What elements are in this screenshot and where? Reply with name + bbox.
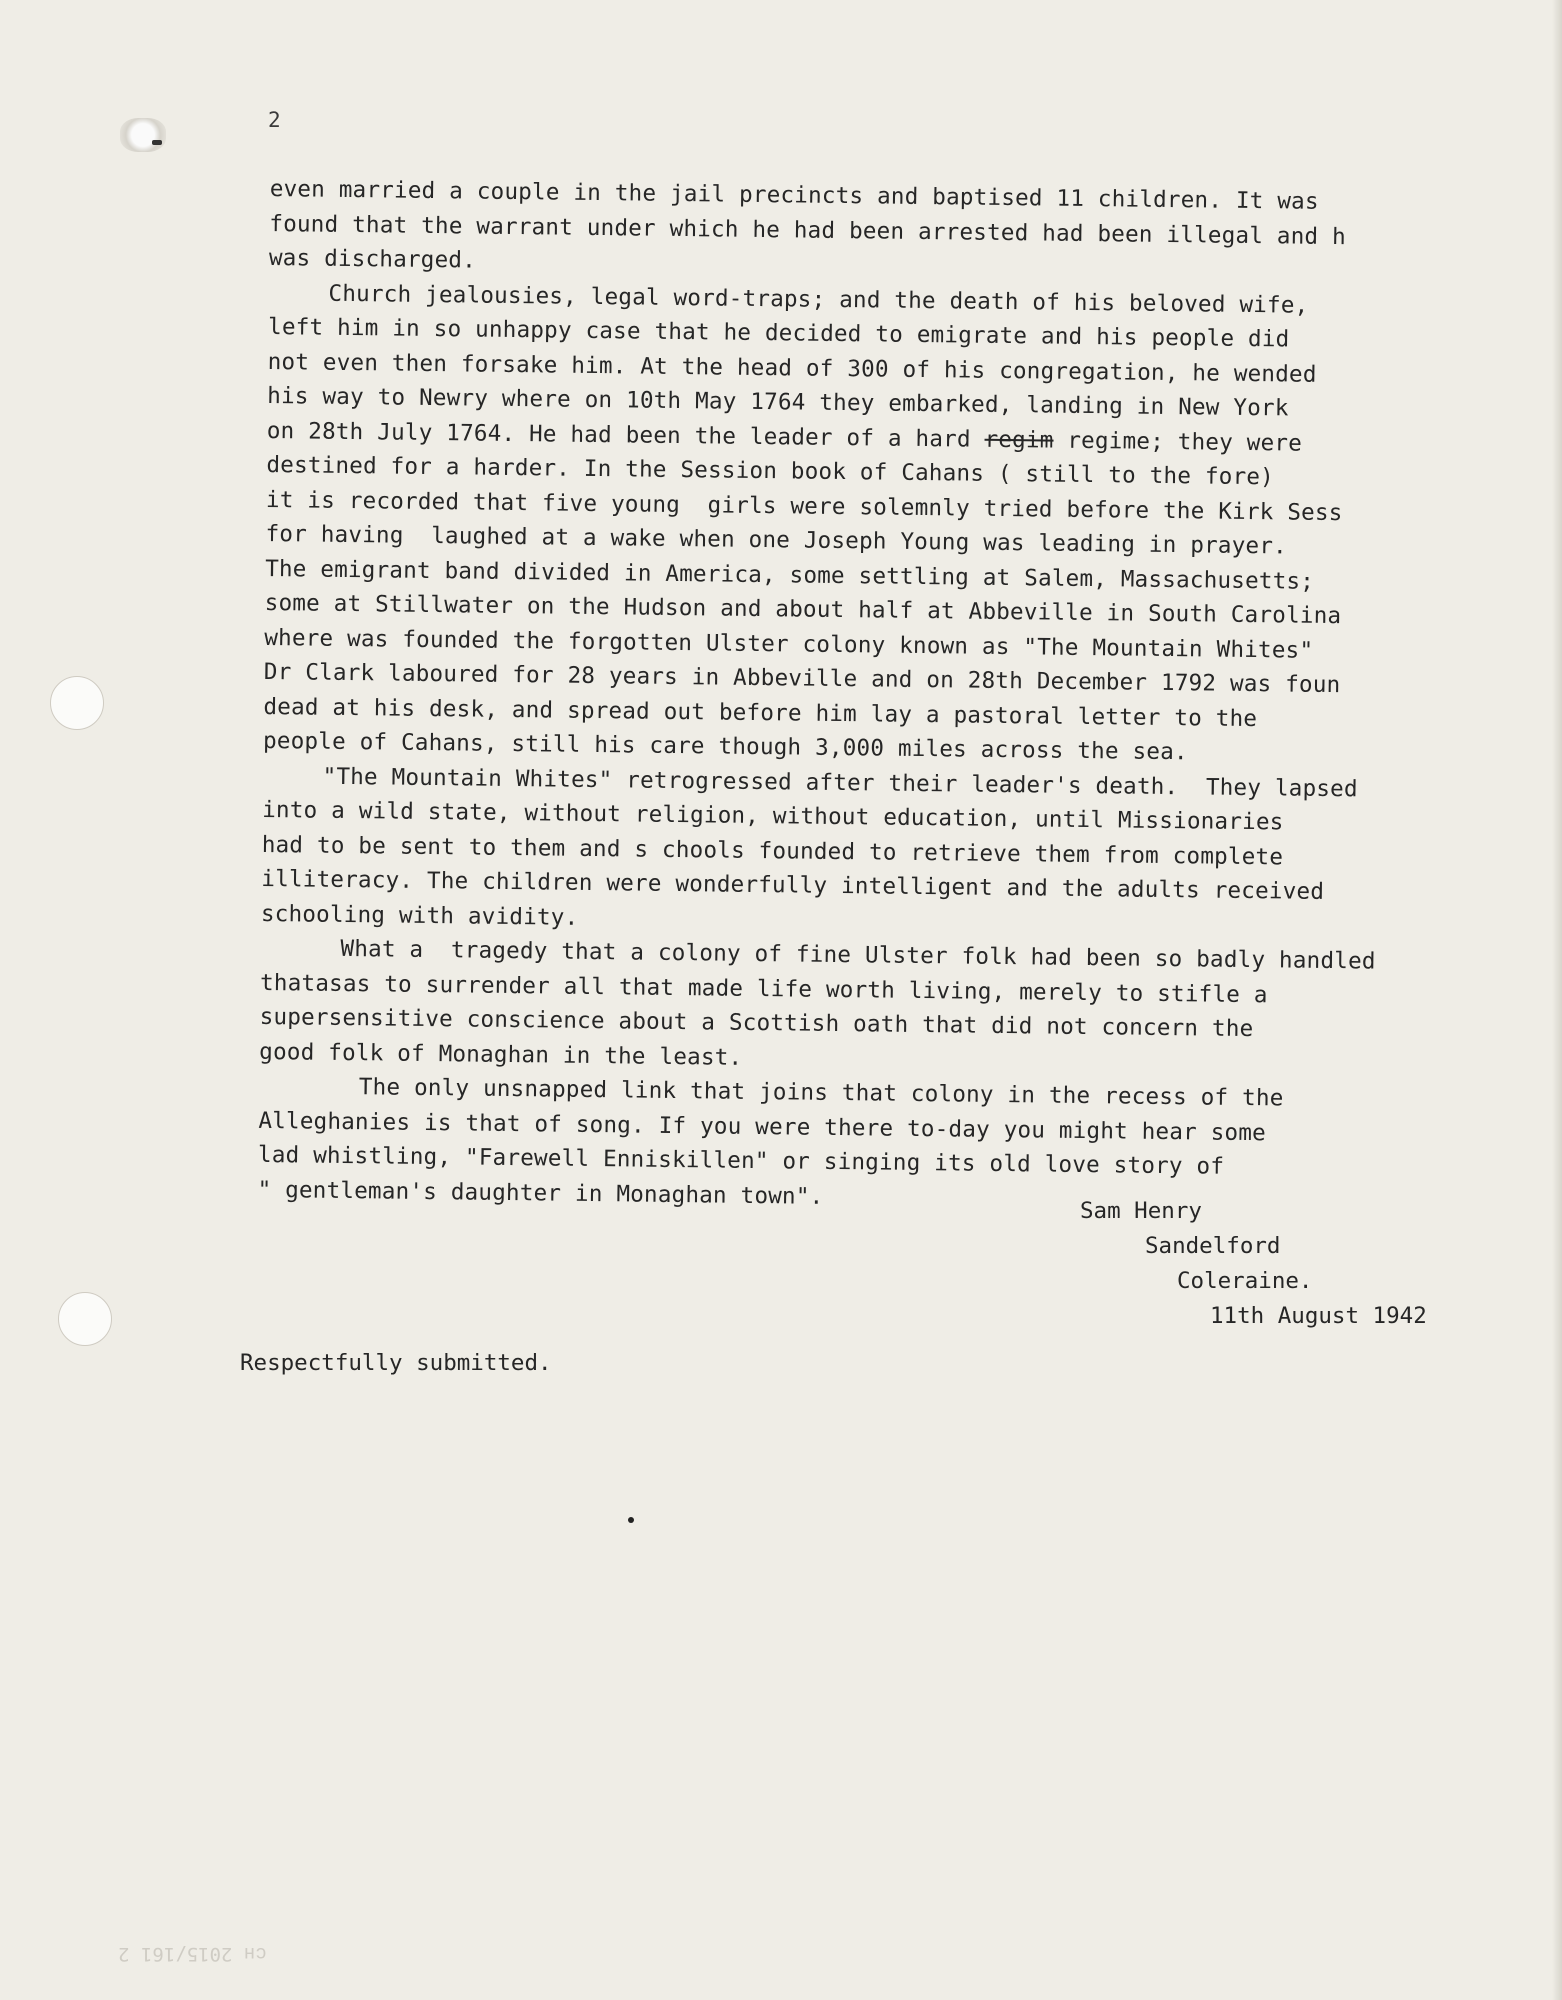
text-line: not even then forsake him. At the head of 300 of his congregation, he wended [267, 348, 1317, 388]
text-line: "The Mountain Whites" retrogressed after their leader's death. They lapsed [322, 763, 1358, 802]
text-line: for having laughed at a wake when one Joseph Young was leading in prayer. [265, 520, 1288, 560]
text-line: supersensitive conscience about a Scottish oath that did not concern the [259, 1003, 1254, 1043]
page-number: 2 [268, 108, 281, 132]
text-line: Dr Clark laboured for 28 years in Abbeville and on 28th December 1792 was foun [263, 658, 1341, 699]
signature-name: Sam Henry [1080, 1198, 1202, 1224]
text-line: even married a couple in the jail precincts and baptised 11 children. It was [269, 175, 1319, 215]
overtyped-word: thatas [259, 969, 344, 997]
page-edge [1552, 0, 1562, 2000]
text-fragment: on 28th July 1764. He had been the leader of a hard [266, 417, 971, 453]
text-line: where was founded the forgotten Ulster colony known as "The Mountain Whites" [264, 624, 1314, 664]
struck-word: regim [984, 426, 1054, 454]
text-line: The emigrant band divided in America, some settling at Salem, Massachusetts; [264, 555, 1315, 595]
text-fragment: regime; they were [1053, 427, 1303, 457]
text-line: into a wild state, without religion, without education, until Missionaries [262, 796, 1284, 836]
text-line: The only unsnapped link that joins that colony in the recess of the [358, 1074, 1284, 1112]
text-line: destined for a harder. In the Session book of Cahans ( still to the fore) [266, 451, 1275, 491]
text-line: Alleghanies is that of song. If you were there to-day you might hear some [258, 1107, 1267, 1146]
signature-address-1: Sandelford [1145, 1233, 1281, 1259]
text-line: illiteracy. The children were wonderfully intelligent and the adults received [261, 865, 1325, 905]
text-line: was discharged. [268, 244, 477, 274]
text-line: " gentleman's daughter in Monaghan town". [257, 1176, 824, 1210]
letter-body [257, 172, 1530, 1222]
signature-date: 11th August 1942 [1210, 1303, 1427, 1329]
text-line: What a tragedy that a colony of fine Ulster folk had been so badly handled [340, 935, 1376, 975]
text-line: his way to Newry where on 10th May 1764 they embarked, landing in New York [267, 382, 1289, 422]
text-line: people of Cahans, still his care though 3,000 miles across the sea. [262, 727, 1188, 766]
text-line: left him in so unhappy case that he decided to emigrate and his people did [267, 313, 1290, 353]
punch-hole-lower [58, 1292, 112, 1346]
text-line: it is recorded that five young girls were solemnly tried before the Kirk Sess [265, 486, 1343, 526]
signature-address-2: Coleraine. [1177, 1268, 1313, 1294]
text-line: dead at his desk, and spread out before him lay a pastoral letter to the [263, 693, 1258, 732]
closing-line: Respectfully submitted. [240, 1350, 552, 1376]
ink-dot [628, 1517, 634, 1523]
text-line: some at Stillwater on the Hudson and about half at Abbeville in South Carolina [264, 589, 1342, 630]
text-line: good folk of Monaghan in the least. [259, 1038, 743, 1071]
staple-hole [120, 118, 166, 152]
staple-mark [152, 140, 162, 145]
text-line: found that the warrant under which he had been arrested had been illegal and h [269, 210, 1347, 250]
text-fragment: as to surrender all that made life worth living, merely to stifle a [342, 970, 1268, 1008]
text-line: Church jealousies, legal word-traps; and the death of his beloved wife, [328, 280, 1309, 319]
text-line: had to be sent to them and s chools founded to retrieve them from complete [261, 831, 1284, 870]
archive-reference: ᴄн 2015/161 2 [118, 1943, 267, 1965]
text-line: lad whistling, "Farewell Enniskillen" or singing its old love story of [257, 1141, 1225, 1180]
text-line: schooling with avidity. [260, 900, 579, 931]
punch-hole-upper [50, 676, 104, 730]
